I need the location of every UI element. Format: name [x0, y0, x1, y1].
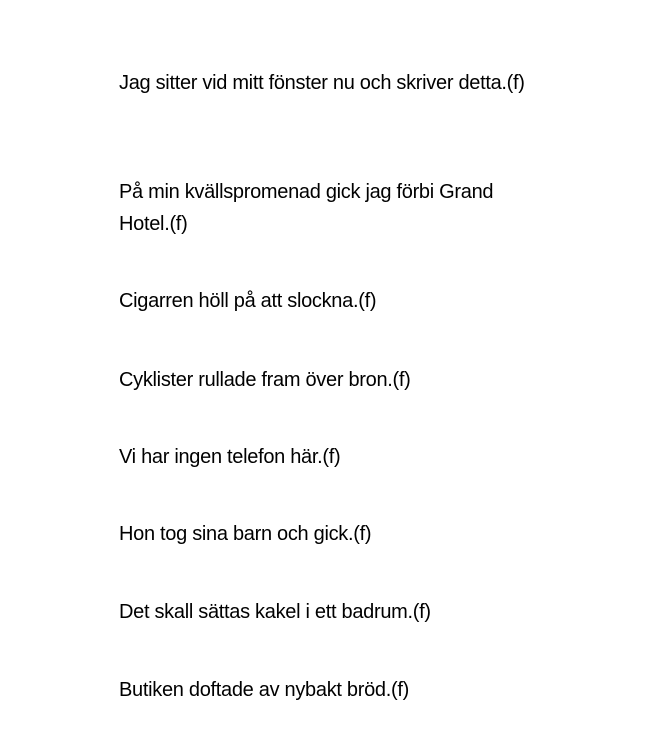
- sentence-1: Jag sitter vid mitt fönster nu och skriver detta.(f): [119, 72, 525, 94]
- sentence-4: Cyklister rullade fram över bron.(f): [119, 369, 411, 391]
- sentence-2: På min kvällspromenad gick jag förbi Grand Hotel.(f): [119, 181, 494, 235]
- sentence-6: Hon tog sina barn och gick.(f): [119, 523, 372, 545]
- sentence-7: Det skall sättas kakel i ett badrum.(f): [119, 601, 431, 623]
- sentence-3: Cigarren höll på att slockna.(f): [119, 290, 377, 312]
- sentence-8: Butiken doftade av nybakt bröd.(f): [119, 679, 409, 701]
- sentence-5: Vi har ingen telefon här.(f): [119, 446, 341, 468]
